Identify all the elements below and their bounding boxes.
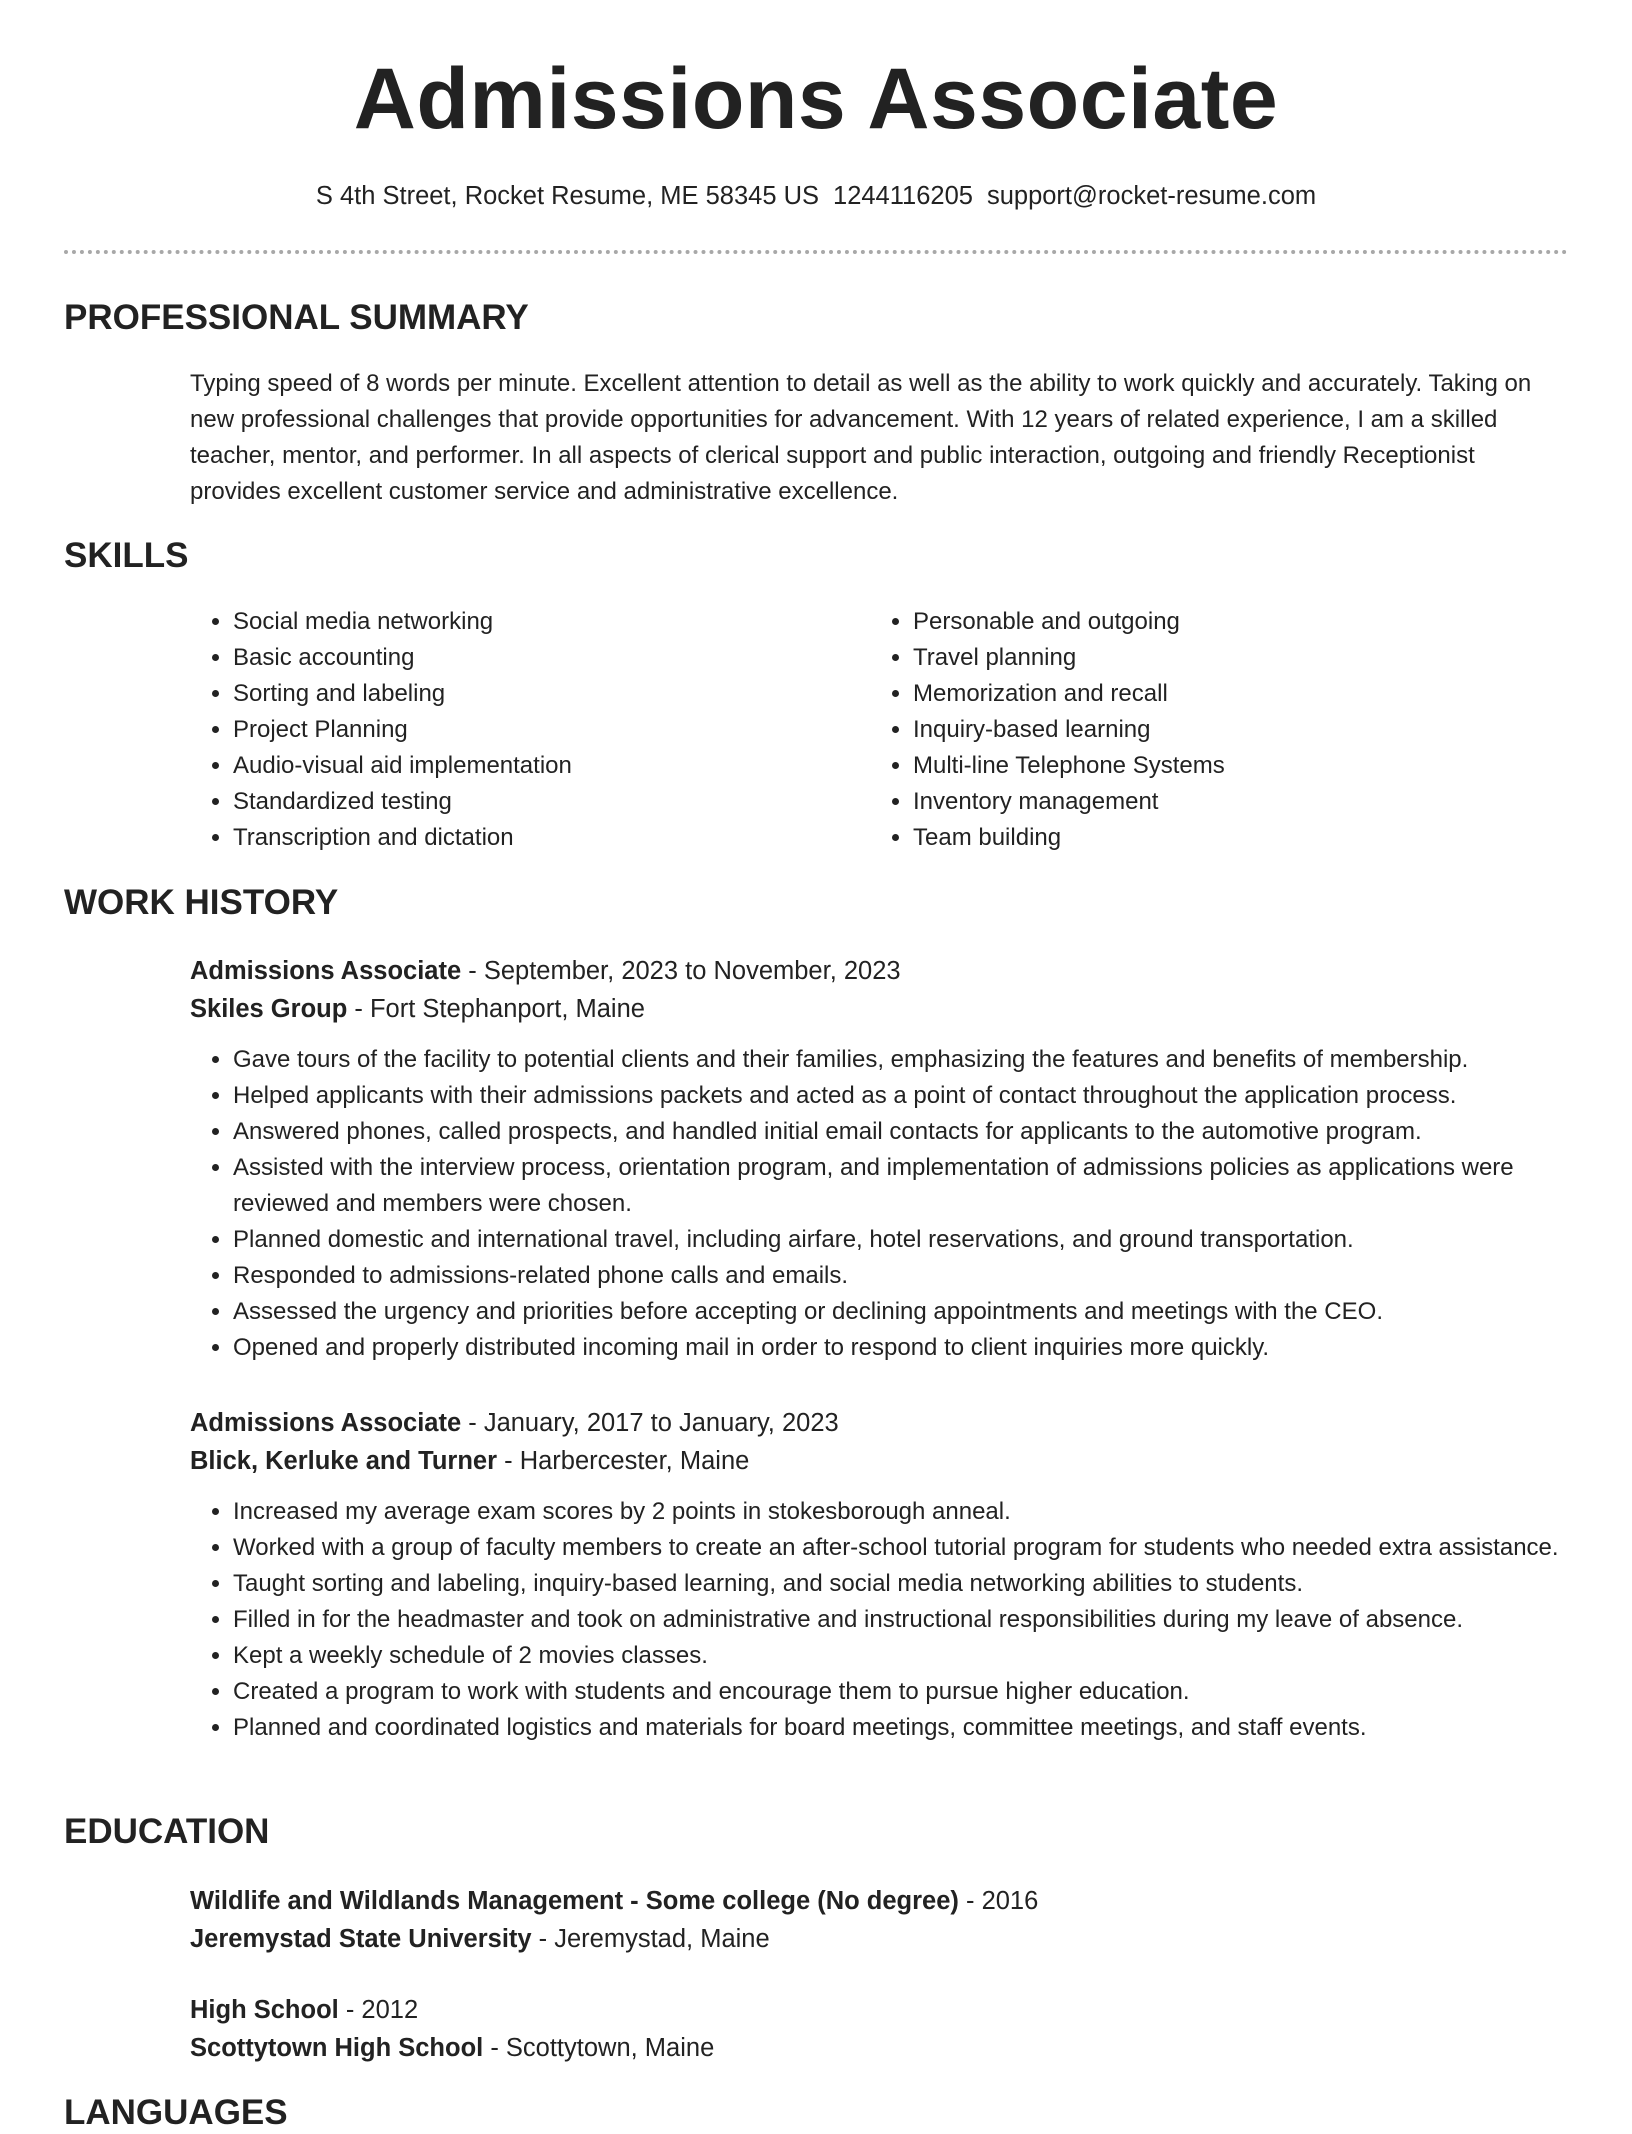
job-bullet: • Responded to admissions-related phone calls and emails. — [233, 1258, 1570, 1294]
job-company-line — [190, 990, 1570, 1028]
job-bullet: • Kept a weekly schedule of 2 movies classes. — [233, 1638, 1570, 1674]
job-location: - Fort Stephanport, Maine — [347, 995, 645, 1023]
education-entry — [190, 1991, 1570, 2067]
education-degree-line — [190, 1882, 1570, 1920]
skill-item: • Team building — [913, 820, 1550, 856]
skill-item: • Audio-visual aid implementation — [233, 748, 870, 784]
skill-item: • Transcription and dictation — [233, 820, 870, 856]
skill-item: • Inventory management — [913, 784, 1550, 820]
contact-email: support@rocket-resume.com — [986, 182, 1317, 210]
skills-list-right — [870, 604, 1550, 856]
education-year: - 2016 — [958, 1887, 1039, 1915]
job-bullet: • Planned and coordinated logistics and materials for board meetings, committee meetings, and staff events. — [233, 1710, 1570, 1746]
job-entry — [190, 1404, 1570, 1746]
job-bullets — [190, 1494, 1570, 1746]
skill-item: • Memorization and recall — [913, 676, 1550, 712]
education-degree: High School — [190, 1996, 339, 2024]
job-title-line — [190, 952, 1570, 990]
job-title: Admissions Associate — [190, 1409, 462, 1437]
education-entry — [190, 1882, 1570, 1958]
education-degree-line — [190, 1991, 1570, 2029]
skill-item: • Standardized testing — [233, 784, 870, 820]
job-bullet: • Planned domestic and international travel, including airfare, hotel reservations, and ground transportation. — [233, 1222, 1570, 1258]
job-company: Blick, Kerluke and Turner — [190, 1447, 498, 1475]
job-title: Admissions Associate — [190, 957, 462, 985]
job-bullet: • Helped applicants with their admissions packets and acted as a point of contact throughout the application process. — [233, 1078, 1570, 1114]
education-location: - Scottytown, Maine — [483, 2034, 715, 2062]
job-bullet: • Assisted with the interview process, orientation program, and implementation of admissions policies as applications were reviewed and members were chosen. — [233, 1150, 1570, 1222]
job-location: - Harbercester, Maine — [497, 1447, 750, 1475]
education-year: - 2012 — [338, 1996, 419, 2024]
job-dates: - January, 2017 to January, 2023 — [461, 1409, 839, 1437]
header-divider — [64, 250, 1568, 254]
summary-block — [190, 366, 1570, 510]
education-school-line — [190, 1920, 1570, 1958]
education-school: Scottytown High School — [190, 2034, 484, 2062]
job-bullet: • Increased my average exam scores by 2 points in stokesborough anneal. — [233, 1494, 1570, 1530]
contact-phone: 1244116205 — [833, 182, 973, 210]
job-bullet: • Worked with a group of faculty members to create an after-school tutorial program for students who needed extra assistance. — [233, 1530, 1570, 1566]
skill-item: • Travel planning — [913, 640, 1550, 676]
section-title-work: WORK HISTORY — [64, 883, 339, 922]
job-title-line — [190, 1404, 1570, 1442]
contact-address: S 4th Street, Rocket Resume, ME 58345 US — [315, 182, 820, 210]
job-bullet: • Opened and properly distributed incoming mail in order to respond to client inquiries more quickly. — [233, 1330, 1570, 1366]
job-dates: - September, 2023 to November, 2023 — [461, 957, 901, 985]
skill-item: • Social media networking — [233, 604, 870, 640]
education-degree: Wildlife and Wildlands Management - Some college (No degree) — [190, 1887, 959, 1915]
skill-item: • Personable and outgoing — [913, 604, 1550, 640]
skill-item: • Multi-line Telephone Systems — [913, 748, 1550, 784]
skill-item: • Project Planning — [233, 712, 870, 748]
section-title-education: EDUCATION — [64, 1812, 270, 1851]
job-entry — [190, 952, 1570, 1366]
section-title-languages: LANGUAGES — [64, 2093, 288, 2132]
job-company-line — [190, 1442, 1570, 1480]
summary-text: Typing speed of 8 words per minute. Excellent attention to detail as well as the ability to work quickly and accurately. Taking on new professional challenges that provide opportunities for advancement. With 12 years of related experience, I am a skilled teacher, mentor, and performer. In all aspects of clerical support and public interaction, outgoing and friendly Receptionist provides excellent customer service and administrative excellence. — [190, 370, 1532, 505]
skills-block — [190, 604, 1570, 856]
job-bullet: • Gave tours of the facility to potential clients and their families, emphasizing the features and benefits of membership. — [233, 1042, 1570, 1078]
section-title-skills: SKILLS — [64, 536, 189, 575]
candidate-name: Admissions Associate — [353, 51, 1279, 147]
job-company: Skiles Group — [190, 995, 348, 1023]
job-bullet: • Answered phones, called prospects, and handled initial email contacts for applicants to the automotive program. — [233, 1114, 1570, 1150]
education-location: - Jeremystad, Maine — [531, 1925, 770, 1953]
education-school-line — [190, 2029, 1570, 2067]
job-bullet: • Created a program to work with students and encourage them to pursue higher education. — [233, 1674, 1570, 1710]
skills-grid — [190, 604, 1570, 856]
job-bullet: • Taught sorting and labeling, inquiry-based learning, and social media networking abilities to students. — [233, 1566, 1570, 1602]
skill-item: • Inquiry-based learning — [913, 712, 1550, 748]
job-bullet: • Assessed the urgency and priorities before accepting or declining appointments and meetings with the CEO. — [233, 1294, 1570, 1330]
section-title-summary: PROFESSIONAL SUMMARY — [64, 298, 529, 337]
job-bullets — [190, 1042, 1570, 1366]
education-school: Jeremystad State University — [190, 1925, 532, 1953]
skill-item: • Sorting and labeling — [233, 676, 870, 712]
contact-line — [0, 181, 1632, 212]
job-bullet: • Filled in for the headmaster and took on administrative and instructional responsibilities during my leave of absence. — [233, 1602, 1570, 1638]
skills-list-left — [190, 604, 870, 856]
skill-item: • Basic accounting — [233, 640, 870, 676]
